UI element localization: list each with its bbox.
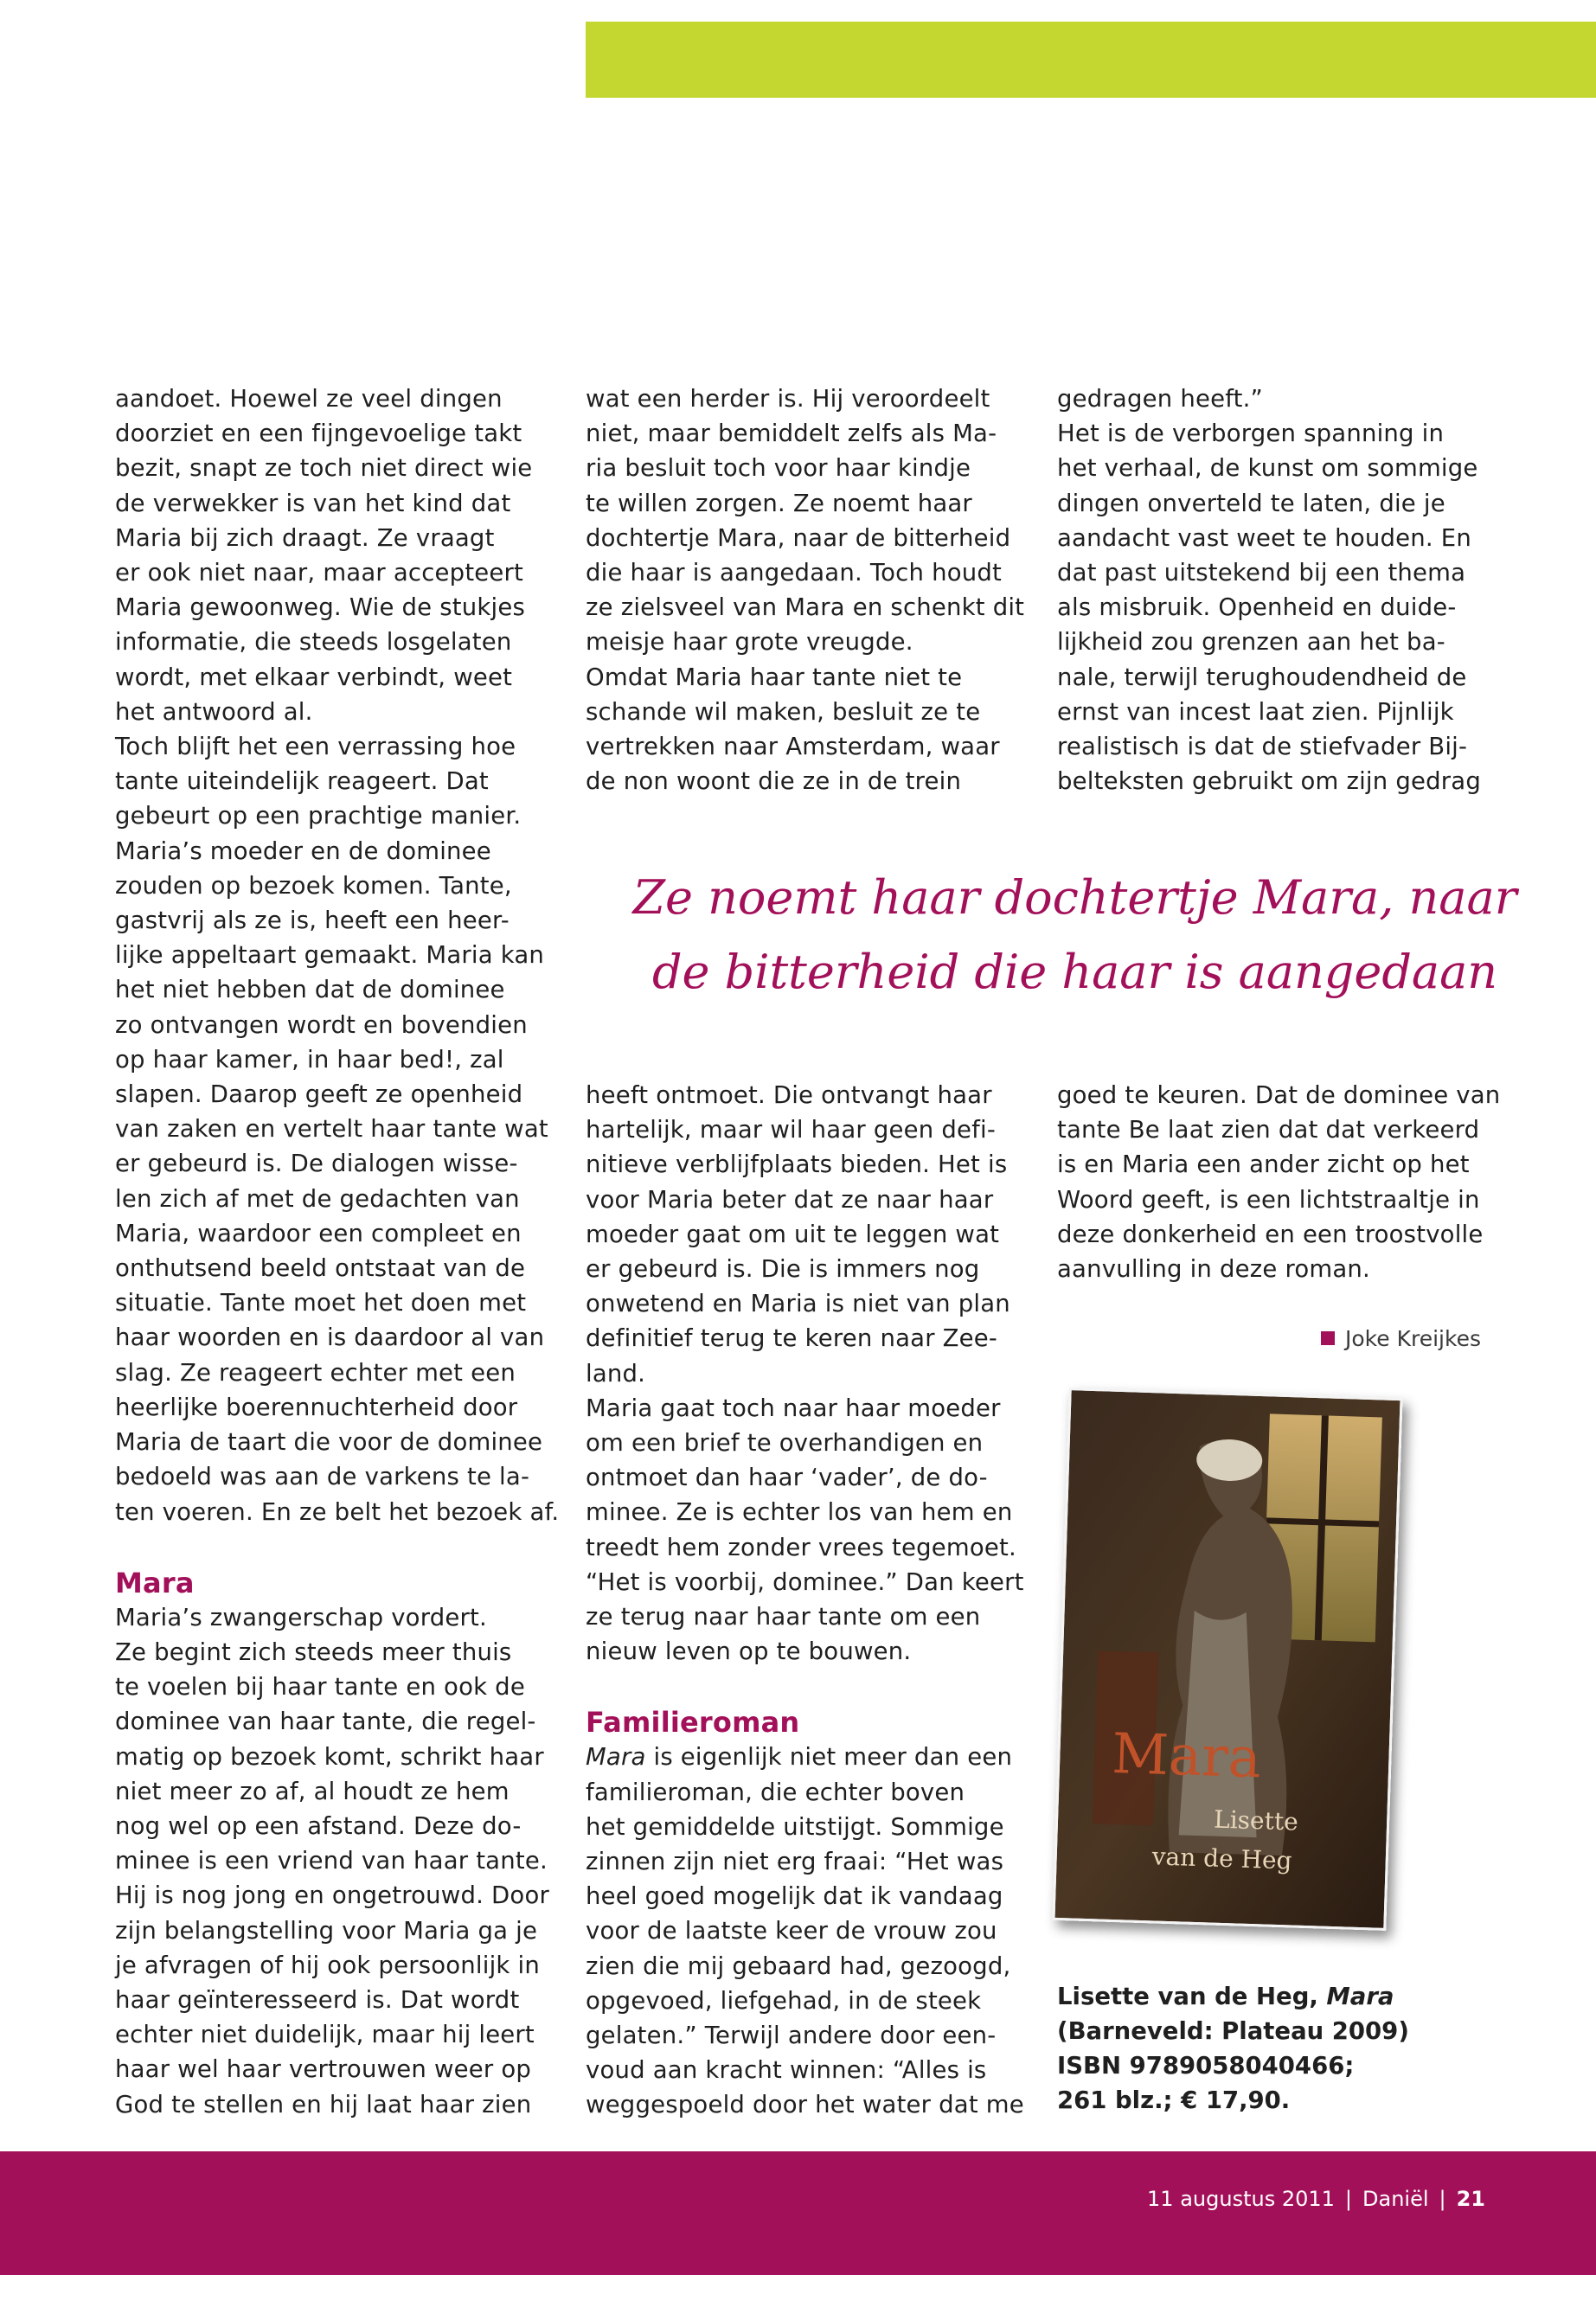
caption-author: Lisette van de Heg, (1057, 1983, 1327, 2010)
cover-title: Mara (1111, 1721, 1262, 1791)
col1-paragraph-2: Toch blijft het een verrassing hoe tante uiteindelijk reageert. Dat gebeurt op een prachtige manier. Maria’s moeder en de dominee zouden op bezoek komen. Tante, gastvrij als ze is, heeft een heer- lijke appeltaart gemaakt. Maria kan het niet hebben dat de dominee zo ontvangen wordt en bovendien op haar kamer, in haar bed!, zal slapen. Daarop geeft ze openheid van zaken en vertelt haar tante wat er gebeurd is. De dialogen wisse- len zich af met de gedachten van Maria, waardoor een compleet en onthutsend beeld ontstaat van de situatie. Tante moet het doen met haar woorden en is daardoor al van slag. Ze reageert echter met een heerlijke boerennuchterheid door Maria de taart die voor de dominee bedoeld was aan de varkens te la- ten voeren. En ze belt het bezoek af. (115, 733, 560, 1526)
footer-date: 11 augustus 2011 (1147, 2187, 1335, 2211)
bullet-square-icon (1321, 1331, 1335, 1345)
col2-top-paragraph-1: wat een herder is. Hij veroordeelt niet, maar bemiddelt zelfs als Ma- ria besluit toch voor haar kindje te willen zorgen. Ze noemt haar dochtertje Mara, naar de bitterheid die haar is aangedaan. Toch houdt ze zielsveel van Mara en schenkt dit meisje haar grote vreugde. (586, 385, 1025, 657)
pull-quote: Ze noemt haar dochtertje Mara, naar de bitterheid die haar is aangedaan (632, 870, 1517, 999)
book-cover (1052, 1388, 1402, 1931)
footer-text (1147, 2186, 1485, 2212)
caption-title: Mara (1326, 1983, 1394, 2010)
caption-line-4: 261 blz.; € 17,90. (1057, 2086, 1291, 2114)
col3-bottom-paragraph-1: goed te keuren. Dat de dominee van tante Be laat zien dat dat verkeerd is en Maria een ander zicht op het Woord geeft, is een lichtstraaltje in deze donkerheid en een troostvolle aanvulling in deze roman. (1057, 1081, 1501, 1284)
col2-bottom-paragraph-3 (586, 1740, 1035, 2122)
footer-bar (0, 2151, 1596, 2275)
column-3-bottom (1057, 1078, 1507, 1286)
footer-magazine: Daniël (1362, 2187, 1429, 2211)
section-heading-familieroman: Familieroman (586, 1706, 800, 1740)
caption-line-2: (Barneveld: Plateau 2009) (1057, 2017, 1409, 2045)
footer-separator: | (1344, 2187, 1352, 2211)
col1-paragraph-1: aandoet. Hoewel ze veel dingen doorziet en een fijngevoelige takt bezit, snapt ze toch niet direct wie de verwekker is van het kind dat Maria bij zich draagt. Ze vraagt er ook niet naar, maar accepteert Maria gewoonweg. Wie de stukjes informatie, die steeds losgelaten wordt, met elkaar verbindt, weet het antwoord al. (115, 385, 533, 726)
book-caption (1057, 1979, 1490, 2118)
section-heading-mara: Mara (115, 1566, 195, 1599)
footer-page-number: 21 (1456, 2187, 1485, 2211)
col2-bottom-paragraph-2: Maria gaat toch naar haar moeder om een brief te overhandigen en ontmoet dan haar ‘vader’, de do- minee. Ze is echter los van hem en treedt hem zonder vrees tegemoet. “Het is voorbij, dominee.” Dan keert ze terug naar haar tante om een nieuw leven op te bouwen. (586, 1394, 1024, 1666)
column-3-top (1057, 381, 1507, 798)
cover-author-line1: Lisette (1213, 1804, 1299, 1836)
footer-separator: | (1439, 2187, 1446, 2211)
col3-top-paragraph-1: gedragen heeft.” (1057, 385, 1263, 413)
cover-author-line2: van de Heg (1151, 1842, 1293, 1875)
book-cover-image (1055, 1390, 1401, 1928)
col2-bottom-paragraph-1: heeft ontmoet. Die ontvangt haar hartelijk, maar wil haar geen defi- nitieve verblijfplaats bieden. Het is voor Maria beter dat ze naar haar moeder gaat om uit te leggen wat er gebeurd is. Die is immers nog onwetend en Maria is niet van plan definitief terug te keren naar Zee- land. (586, 1081, 1010, 1388)
column-1 (115, 381, 565, 2122)
book-title-italic: Mara (586, 1743, 646, 1772)
header-green-bar (586, 22, 1596, 98)
column-2-bottom (586, 1078, 1035, 2123)
column-2-top (586, 381, 1035, 798)
author-signature (1057, 1322, 1481, 1356)
col2-bottom-paragraph-3-text: is eigenlijk niet meer dan een familieroman, die echter boven het gemiddelde uitstijgt. Sommige zinnen zijn niet erg fraai: “Het was heel goed mogelijk dat ik vandaag voor de laatste keer de vrouw zou zien die mij gebaard had, gezoogd, opgevoed, liefgehad, in de steek gelaten.” Terwijl andere door een- voud aan kracht winnen: “Alles is weggespoeld door het water dat me (586, 1743, 1024, 2119)
col2-top-paragraph-2: Omdat Maria haar tante niet te schande wil maken, besluit ze te vertrekken naar Amsterdam, waar de non woont die ze in de trein (586, 663, 1000, 796)
caption-line-1 (1057, 1979, 1490, 2014)
caption-line-3: ISBN 9789058040466; (1057, 2052, 1355, 2080)
col3-top-paragraph-2: Het is de verborgen spanning in het verhaal, de kunst om sommige dingen onverteld te laten, die je aandacht vast weet te houden. En dat past uitstekend bij een thema als misbruik. Openheid en duide- lijkheid zou grenzen aan het ba- nale, terwijl terughoudendheid de ernst van incest laat zien. Pijnlijk realistisch is dat de stiefvader Bij- belteksten gebruikt om zijn gedrag (1057, 420, 1481, 796)
author-name: Joke Kreijkes (1345, 1326, 1481, 1351)
col1-paragraph-3: Maria’s zwangerschap vordert. Ze begint zich steeds meer thuis te voelen bij haar tante en ook de dominee van haar tante, die regel- matig op bezoek komt, schrikt haar niet meer zo af, al houdt ze hem nog wel op een afstand. Deze do- minee is een vriend van haar tante. Hij is nog jong en ongetrouwd. Door zijn belangstelling voor Maria ga je je afvragen of hij ook persoonlijk in haar geïnteresseerd is. Dat wordt echter niet duidelijk, maar hij leert haar wel haar vertrouwen weer op God te stellen en hij laat haar zien (115, 1603, 549, 2118)
